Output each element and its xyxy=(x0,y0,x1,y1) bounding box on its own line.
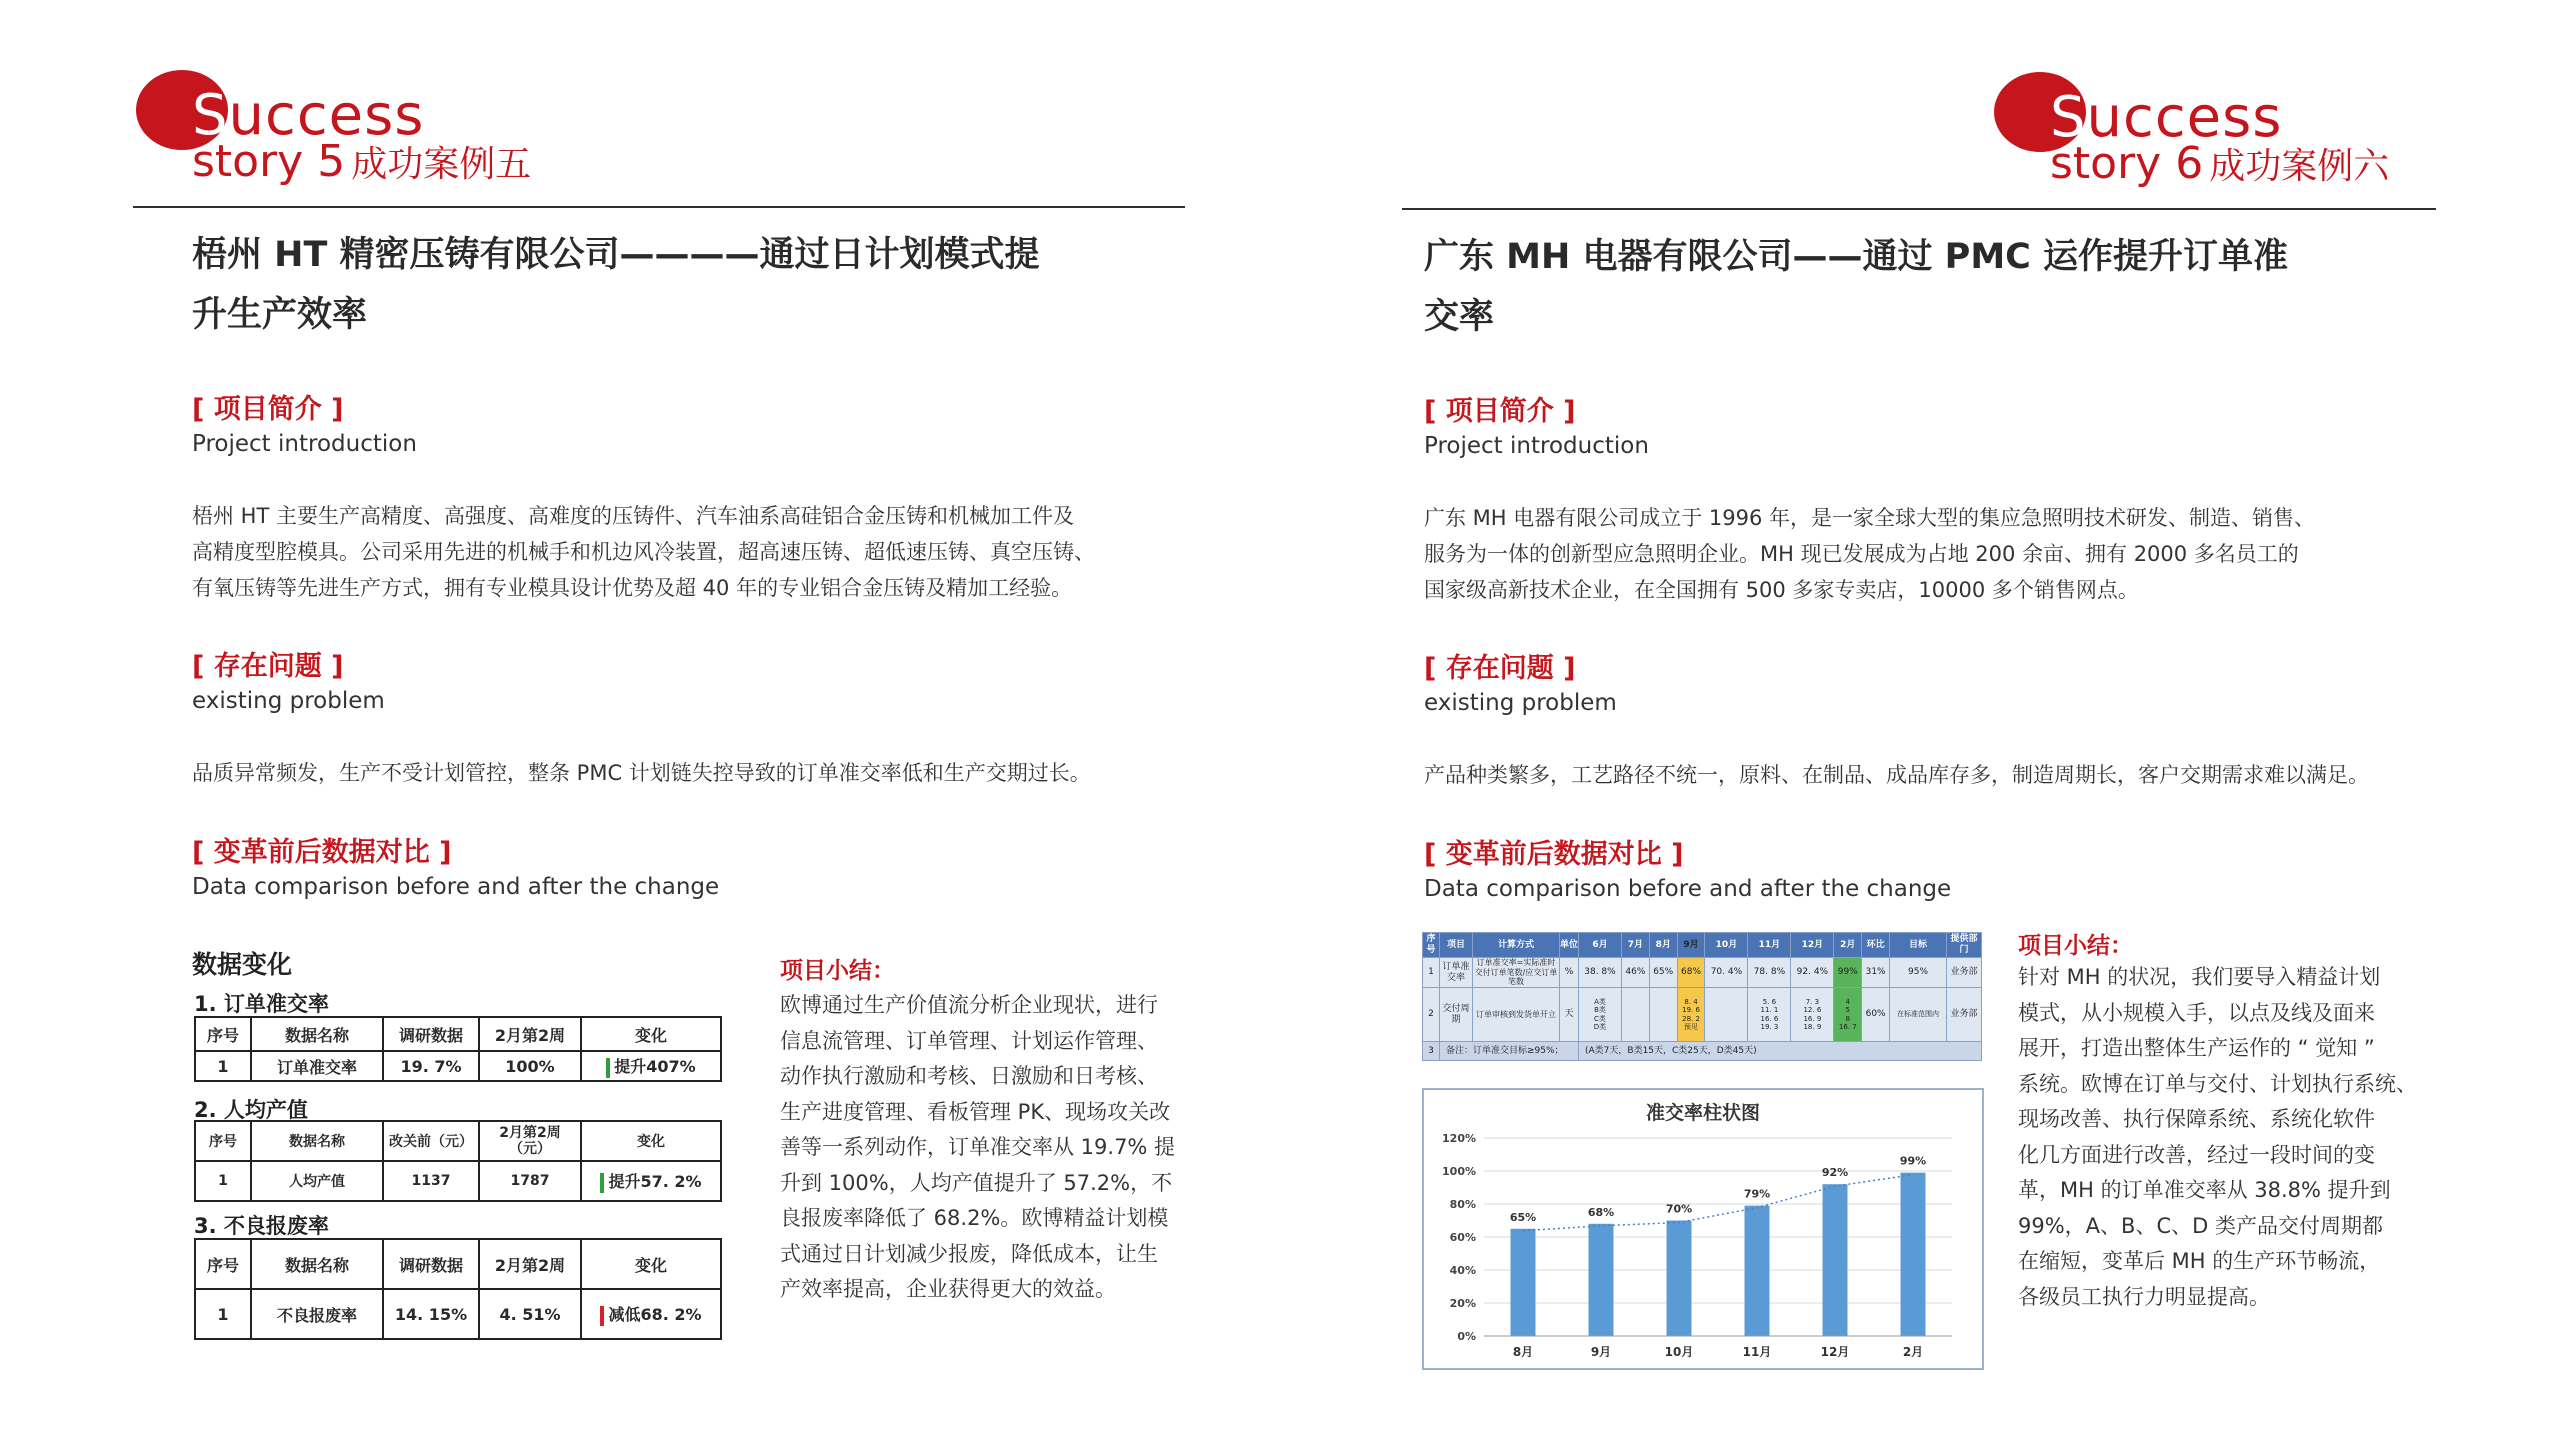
problem-paragraph: 产品种类繁多，工艺路径不统一，原料、在制品、成品库存多，制造周期长，客户交期需求难以满足。 xyxy=(1424,763,2369,787)
pmc-cell: 交付周期 xyxy=(1440,988,1473,1042)
pmc-cell: 46% xyxy=(1621,958,1649,988)
pmc-cell: 8. 4 19. 6 28. 2 预见 xyxy=(1677,988,1705,1042)
table-cell: 4. 51% xyxy=(479,1289,581,1339)
pmc-header: 项目 xyxy=(1440,933,1473,958)
table-cell: 1 xyxy=(195,1051,251,1081)
pmc-cell: 5. 6 11. 1 16. 6 19. 3 xyxy=(1748,988,1791,1042)
table3-label: 3. 不良报废率 xyxy=(194,1214,329,1238)
pmc-header: 序号 xyxy=(1423,933,1440,958)
pmc-cell: 99% xyxy=(1834,958,1862,988)
intro-heading: [ 项目简介 ] xyxy=(1424,396,1576,427)
compare-heading: [ 变革前后数据对比 ] xyxy=(192,837,452,868)
intro-paragraph: 广东 MH 电器有限公司成立于 1996 年，是一家全球大型的集应急照明技术研发、制造、销售、 服务为一体的创新型应急照明企业。MH 现已发展成为占地 200 余亩、拥有 2000 多名员工的 国家级高新技术企业，在全国拥有 500 多家专卖店，10000 多个销售网点。 xyxy=(1424,506,2316,602)
pmc-cell: % xyxy=(1560,958,1579,988)
table-output-per-capita xyxy=(194,1120,722,1202)
pmc-cell: 1 xyxy=(1423,958,1440,988)
table-cell: 100% xyxy=(479,1051,581,1081)
table1-label: 1. 订单准交率 xyxy=(194,992,329,1016)
data-label: 68% xyxy=(1587,1205,1615,1219)
pmc-kpi-table xyxy=(1422,932,1982,1061)
pmc-cell: 业务部 xyxy=(1947,988,1982,1042)
problem-heading-en: existing problem xyxy=(192,688,385,714)
table-header: 序号 xyxy=(195,1121,251,1161)
bar xyxy=(1667,1221,1692,1337)
table-cell: 1 xyxy=(195,1161,251,1201)
table-header: 2月第2周 xyxy=(479,1017,581,1051)
table-cell: 不良报废率 xyxy=(251,1289,383,1339)
chart-title: 准交率柱状图 xyxy=(1645,1102,1760,1124)
pmc-header: 6月 xyxy=(1579,933,1622,958)
pmc-note: (A类7天，B类15天，C类25天，D类45天) xyxy=(1579,1042,1982,1061)
compare-heading: [ 变革前后数据对比 ] xyxy=(1424,839,1684,870)
table-cell: 人均产值 xyxy=(251,1161,383,1201)
y-tick-label: 60% xyxy=(1449,1231,1476,1244)
summary-heading: 项目小结： xyxy=(2018,933,2133,959)
x-tick-label: 12月 xyxy=(1820,1345,1850,1359)
pmc-header: 11月 xyxy=(1748,933,1791,958)
header-divider xyxy=(133,206,1185,208)
summary-paragraph: 欧博通过生产价值流分析企业现状，进行 信息流管理、订单管理、计划运作管理、 动作执行激励和考核、日激励和日考核、 生产进度管理、看板管理 PK、现场攻关改 善等一系列动作，订单准交率从 19.7% 提 升到 100%，人均产值提升了 57.2%，不 良报废率降低了 68.2%。欧博精益计划模 式通过日计划减少报废，降低成本，让生 产效率提高，企业获得更大的效益。 xyxy=(780,993,1176,1301)
table-cell-change: 减低68. 2% xyxy=(581,1289,721,1339)
table-cell: 订单准交率 xyxy=(251,1051,383,1081)
pmc-header: 环比 xyxy=(1862,933,1890,958)
table-header: 改关前（元） xyxy=(383,1121,479,1161)
table-header: 变化 xyxy=(581,1239,721,1289)
pmc-cell xyxy=(1649,988,1677,1042)
pmc-header: 9月 xyxy=(1677,933,1705,958)
pmc-cell: 78. 8% xyxy=(1748,958,1791,988)
table2-label: 2. 人均产值 xyxy=(194,1098,308,1122)
bar xyxy=(1511,1229,1536,1336)
pmc-header: 2月 xyxy=(1834,933,1862,958)
table-cell: 14. 15% xyxy=(383,1289,479,1339)
pmc-header: 目标 xyxy=(1890,933,1947,958)
problem-heading: [ 存在问题 ] xyxy=(1424,653,1576,684)
table-header: 数据名称 xyxy=(251,1239,383,1289)
pmc-header: 提供部门 xyxy=(1947,933,1982,958)
pmc-cell: 95% xyxy=(1890,958,1947,988)
problem-heading: [ 存在问题 ] xyxy=(192,651,344,682)
y-tick-label: 40% xyxy=(1449,1264,1476,1277)
case-title: 广东 MH 电器有限公司——通过 PMC 运作提升订单准 交率 xyxy=(1424,237,2289,337)
logo-success: Success xyxy=(2050,85,2283,150)
data-label: 99% xyxy=(1899,1154,1927,1168)
pmc-cell: 订单准交率=实际准时交付订单笔数/应交订单笔数 xyxy=(1473,958,1560,988)
case-title: 梧州 HT 精密压铸有限公司————通过日计划模式提 升生产效率 xyxy=(192,235,1040,335)
table-header: 2月第2周 xyxy=(479,1239,581,1289)
ontime-rate-chart xyxy=(1422,1088,1984,1370)
x-tick-label: 9月 xyxy=(1590,1345,1612,1359)
right-page xyxy=(1280,0,2560,1440)
pmc-header: 12月 xyxy=(1791,933,1834,958)
intro-heading-en: Project introduction xyxy=(1424,433,1649,459)
pmc-header: 10月 xyxy=(1705,933,1748,958)
bar xyxy=(1901,1173,1926,1336)
x-tick-label: 10月 xyxy=(1664,1345,1694,1359)
pmc-header: 计算方式 xyxy=(1473,933,1560,958)
change-bar xyxy=(600,1306,604,1326)
bar xyxy=(1589,1224,1614,1336)
y-tick-label: 120% xyxy=(1442,1132,1476,1145)
pmc-cell: 92. 4% xyxy=(1791,958,1834,988)
pmc-cell: 订单审核到发货单开立 xyxy=(1473,988,1560,1042)
table-header: 2月第2周 （元） xyxy=(479,1121,581,1161)
table-header: 序号 xyxy=(195,1017,251,1051)
pmc-header: 单位 xyxy=(1560,933,1579,958)
change-bar xyxy=(600,1173,604,1193)
table-header: 变化 xyxy=(581,1121,721,1161)
table-scrap-rate xyxy=(194,1238,722,1340)
pmc-cell: 3 xyxy=(1423,1042,1440,1061)
header-divider xyxy=(1402,208,2436,210)
logo-story: story 6 成功案例六 xyxy=(2050,138,2390,189)
data-change-heading: 数据变化 xyxy=(192,950,293,979)
x-tick-label: 11月 xyxy=(1742,1345,1772,1359)
data-label: 92% xyxy=(1821,1166,1849,1180)
pmc-cell: 38. 8% xyxy=(1579,958,1622,988)
x-tick-label: 2月 xyxy=(1902,1345,1924,1359)
compare-heading-en: Data comparison before and after the change xyxy=(192,874,720,900)
pmc-cell xyxy=(1705,988,1748,1042)
intro-heading: [ 项目简介 ] xyxy=(192,394,344,425)
bar xyxy=(1823,1184,1848,1336)
y-tick-label: 100% xyxy=(1442,1165,1476,1178)
pmc-cell: A类 B类 C类 D类 xyxy=(1579,988,1622,1042)
pmc-header: 8月 xyxy=(1649,933,1677,958)
table-header: 调研数据 xyxy=(383,1239,479,1289)
logo-success: Success xyxy=(192,83,425,148)
table-cell-change: 提升407% xyxy=(581,1051,721,1081)
table-header: 数据名称 xyxy=(251,1121,383,1161)
bar-chart-svg xyxy=(1424,1090,1982,1368)
pmc-cell: 业务部 xyxy=(1947,958,1982,988)
pmc-cell: 31% xyxy=(1862,958,1890,988)
pmc-cell: 60% xyxy=(1862,988,1890,1042)
table-cell: 1 xyxy=(195,1289,251,1339)
logo-story: story 5 成功案例五 xyxy=(192,136,532,187)
table-header: 调研数据 xyxy=(383,1017,479,1051)
pmc-cell: 4 5 8 16. 7 xyxy=(1834,988,1862,1042)
pmc-header: 7月 xyxy=(1621,933,1649,958)
table-cell: 19. 7% xyxy=(383,1051,479,1081)
table-header: 数据名称 xyxy=(251,1017,383,1051)
x-tick-label: 8月 xyxy=(1512,1345,1534,1359)
pmc-cell: 在标准范围内 xyxy=(1890,988,1947,1042)
table-header: 序号 xyxy=(195,1239,251,1289)
pmc-cell: 天 xyxy=(1560,988,1579,1042)
pmc-cell: 7. 3 12. 6 16. 9 18. 9 xyxy=(1791,988,1834,1042)
table-header: 变化 xyxy=(581,1017,721,1051)
problem-heading-en: existing problem xyxy=(1424,690,1617,716)
problem-paragraph: 品质异常频发，生产不受计划管控，整条 PMC 计划链失控导致的订单准交率低和生产交期过长。 xyxy=(192,761,1091,785)
data-label: 65% xyxy=(1509,1210,1537,1224)
pmc-cell: 68% xyxy=(1677,958,1705,988)
table-cell: 1137 xyxy=(383,1161,479,1201)
y-tick-label: 80% xyxy=(1449,1198,1476,1211)
pmc-note: 备注：订单准交目标≥95%； xyxy=(1440,1042,1579,1061)
summary-heading: 项目小结： xyxy=(780,958,895,984)
bar xyxy=(1745,1206,1770,1336)
y-tick-label: 20% xyxy=(1449,1297,1476,1310)
pmc-cell: 70. 4% xyxy=(1705,958,1748,988)
pmc-cell: 2 xyxy=(1423,988,1440,1042)
pmc-cell: 订单准交率 xyxy=(1440,958,1473,988)
change-bar xyxy=(606,1058,610,1078)
table-cell: 1787 xyxy=(479,1161,581,1201)
summary-paragraph: 针对 MH 的状况，我们要导入精益计划 模式，从小规模入手，以点及线及面来 展开，打造出整体生产运作的 “ 觉知 ” 系统。欧博在订单与交付、计划执行系统、 现场改善、执行保障系统、系统化软件 化几方面进行改善，经过一段时间的变 革，MH 的订单准交率从 38.8% 提升到 99%，A、B、C、D 类产品交付周期都 在缩短，变革后 MH 的生产环节畅流， 各级员工执行力明显提高。 xyxy=(2018,965,2417,1309)
compare-heading-en: Data comparison before and after the change xyxy=(1424,876,1952,902)
pmc-cell: 65% xyxy=(1649,958,1677,988)
data-label: 79% xyxy=(1743,1187,1771,1201)
intro-heading-en: Project introduction xyxy=(192,431,417,457)
trend-line xyxy=(1523,1175,1913,1231)
data-label: 70% xyxy=(1665,1202,1693,1216)
table-cell-change: 提升57. 2% xyxy=(581,1161,721,1201)
intro-paragraph: 梧州 HT 主要生产高精度、高强度、高难度的压铸件、汽车油系高硅铝合金压铸和机械加工件及 高精度型腔模具。公司采用先进的机械手和机边风冷装置，超高速压铸、超低速压铸、真空压铸、 有氧压铸等先进生产方式，拥有专业模具设计优势及超 40 年的专业铝合金压铸及精加工经验。 xyxy=(192,504,1095,600)
pmc-cell xyxy=(1621,988,1649,1042)
y-tick-label: 0% xyxy=(1457,1330,1476,1343)
table-order-ontime xyxy=(194,1016,722,1082)
